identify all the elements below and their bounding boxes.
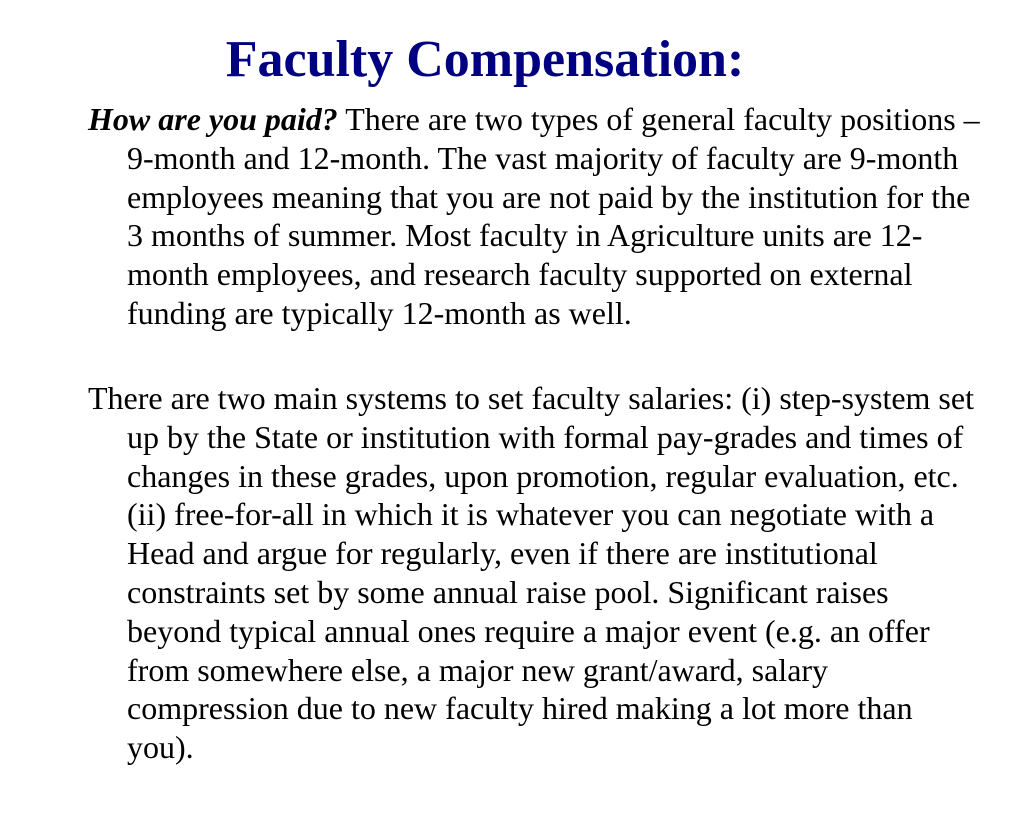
paragraph-lead-question: How are you paid?	[88, 101, 338, 137]
paragraph-body: There are two main systems to set faculty salaries: (i) step-system set up by the State or institution with formal pay-grades and times of changes in these grades, upon promotion, regular evaluation, etc. (ii) free-for-all in which it is whatever you can negotiate with a Head and argue for regularly, even if there are institutional constraints set by some annual raise pool. Significant raises beyond typical annual ones require a major event (e.g. an offer from somewhere else, a major new grant/award, salary compression due to new faculty hired making a lot more than you).	[88, 380, 974, 766]
slide-title: Faculty Compensation:	[225, 31, 745, 88]
paragraph-how-paid	[88, 100, 987, 333]
paragraph-body: There are two types of general faculty positions – 9-month and 12-month. The vast majority of faculty are 9-month employees meaning that you are not paid by the institution for the 3 months of summer. Most faculty in Agriculture units are 12-month employees, and research faculty supported on external funding are typically 12-month as well.	[127, 101, 980, 331]
paragraph-salary-systems	[88, 379, 987, 767]
